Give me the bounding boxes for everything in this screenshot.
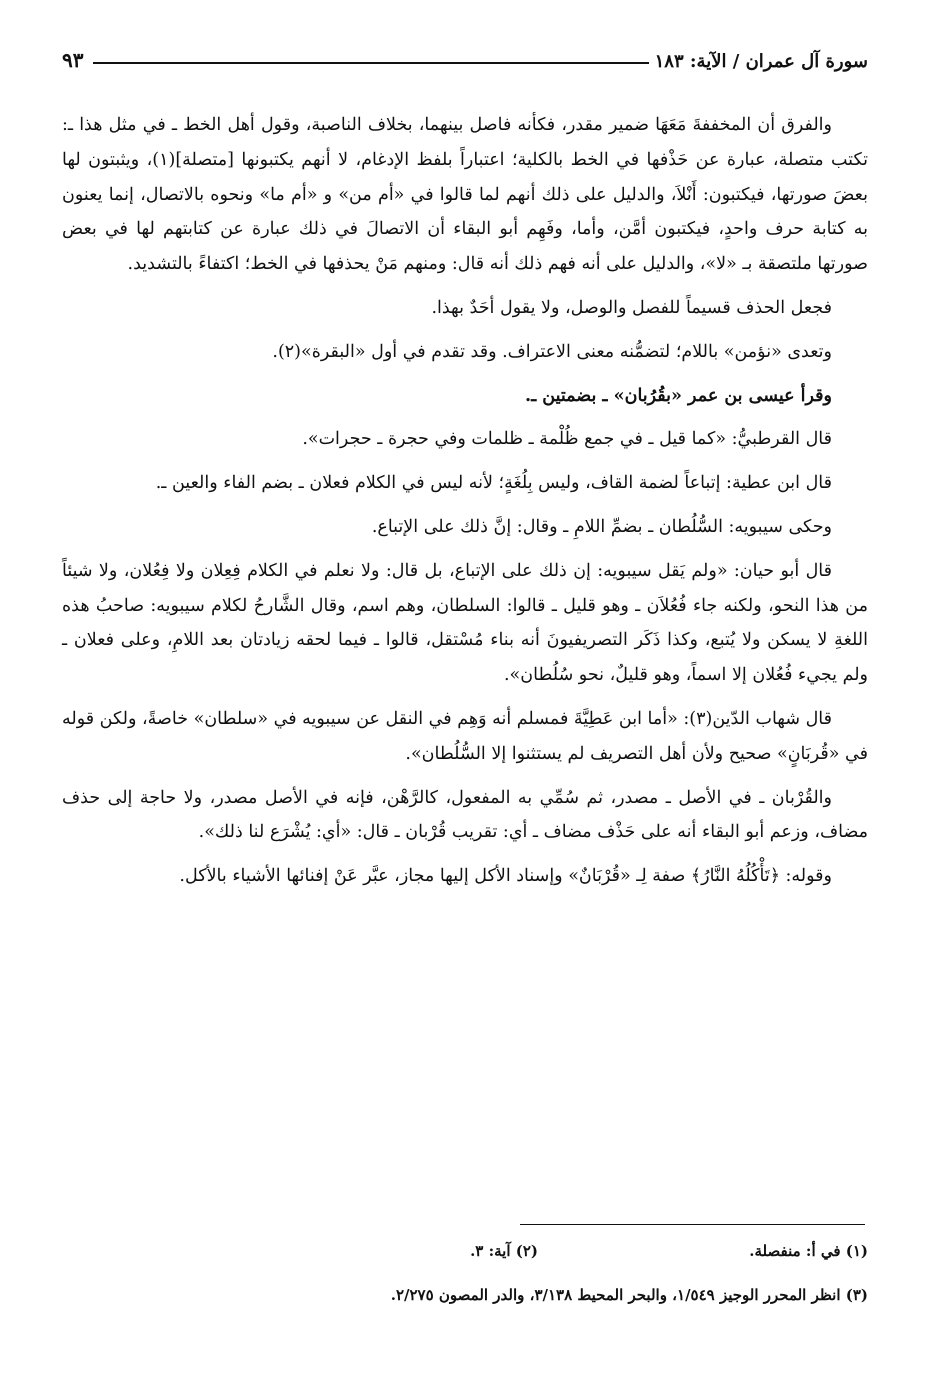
paragraph: وقوله: ﴿تَأْكُلُهُ النَّارُ﴾ صفة لِـ «قُرْبَانٌ» وإسناد الأكل إليها مجاز، عبَّر عَنْ إفنائها الأشياء بالأكل. — [179, 866, 832, 887]
header-title: سورة آل عمران / الآية: ١٨٣ — [654, 51, 868, 72]
paragraph: قال ابن عطية: إتباعاً لضمة القاف، وليس بِلُغَةٍ؛ لأنه ليس في الكلام فعلان ـ بضم الفاء والعين ـ. — [155, 473, 832, 494]
paragraph: والقُرْبان ـ في الأصل ـ مصدر، ثم سُمِّي به المفعول، كالرَّهْن، فإنه في الأصل مصدر، ولا حاجة إلى حذف مضاف، وزعم أبو البقاء أنه على حَذْف مضاف ـ أي: تقريب قُرْبان ـ قال: «أي: يُشْرَع لنا ذلك». — [62, 787, 868, 843]
footnote-2: (٢) آية: ٣. — [470, 1242, 538, 1260]
footnotes — [62, 1238, 868, 1308]
footnote-3: (٣) انظر المحرر الوجيز ١/٥٤٩، والبحر المحيط ٣/١٣٨، والدر المصون ٢/٢٧٥. — [390, 1286, 868, 1304]
paragraph: وتعدى «نؤمن» باللام؛ لتضمُّنه معنى الاعتراف. وقد تقدم في أول «البقرة»(٢). — [272, 341, 832, 362]
paragraph: قال القرطبيُّ: «كما قيل ـ في جمع ظُلْمة ـ ظلمات وفي حجرة ـ حجرات». — [302, 429, 832, 450]
paragraph: والفرق أن المخففةَ مَعَهَا ضمير مقدر، فكأنه فاصل بينهما، بخلاف الناصبة، وقول أهل الخط ـ في مثل هذا ـ: تكتب متصلة، عبارة عن حَذْفها في الخط بالكلية؛ اعتباراً بلفظ الإدغام، لا أنهم يكتبونها [متصلة](١)، ويثبتون لها بعضَ صورتها، فيكتبون: أَنْلاَ، والدليل على ذلك أنهم لما قالوا في «أم من» و «أم ما» ونحوه بالاتصال، إنما يعنون به كتابة حرف واحدٍ، فيكتبون أمَّن، وأما، وفَهِم أبو البقاء أن الاتصالَ في ذلك عبارة عن كتابتهم لها في بعض صورتها ملتصقة بـ «لا»، والدليل على أنه فهم ذلك أنه قال: ومنهم مَنْ يحذفها في الخط؛ اكتفاءً بالتشديد. — [62, 115, 868, 275]
paragraph: قال أبو حيان: «ولم يَقل سيبويه: إن ذلك على الإتباع، بل قال: ولا نعلم في الكلام فِعِلان ولا فِعُلان، ولا شيئاً من هذا النحو، ولكنه جاء فُعُلاَن ـ وهو قليل ـ قالوا: السلطان، وهم اسم، وقال الشَّارحُ لكلام سيبويه: صاحبُ هذه اللغةِ لا يسكن ولا يُتبع، وكذا ذَكَر التصريفيونَ أنه بناء مُسْتقل، قالوا ـ فيما لحقه زيادتان بعد اللامِ، وعلى فعلان ـ ولم يجيء فُعُلان إلا اسماً، وهو قليلٌ، نحو سُلُطان». — [62, 560, 868, 686]
paragraph: وحكى سيبويه: السُّلُطان ـ بضمِّ اللامِ ـ وقال: إنَّ ذلك على الإتباع. — [371, 516, 832, 537]
footnote-1: (١) في أ: منفصلة. — [749, 1242, 868, 1260]
footnote-separator — [520, 1224, 865, 1225]
paragraph: قال شهاب الدّين(٣): «أما ابن عَطِيَّةَ فمسلم أنه وَهِم في النقل عن سيبويه في «سلطان» خاصةً، ولكن قوله في «قُربَانٍ» صحيح ولأن أهل التصريف لم يستثنوا إلا السُّلُطان». — [62, 708, 868, 764]
footnote-row — [62, 1238, 868, 1264]
paragraph: فجعل الحذف قسيماً للفصل والوصل، ولا يقول أحَدٌ بهذا. — [431, 297, 832, 318]
header-rule — [93, 62, 648, 64]
qiraah-paragraph: وقرأ عيسى بن عمر «بقُرُبان» ـ بضمتين ـ. — [524, 385, 832, 406]
page-number: ٩٣ — [62, 48, 84, 72]
main-text — [62, 108, 868, 903]
running-header — [62, 38, 868, 78]
